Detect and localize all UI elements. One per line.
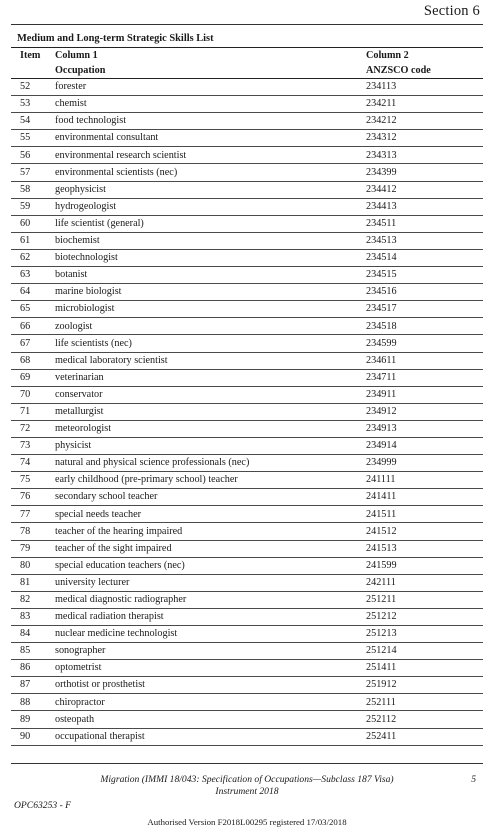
table-row <box>11 404 483 421</box>
row-item-number: 81 <box>20 576 31 588</box>
row-occupation: forester <box>55 81 87 93</box>
row-item-number: 84 <box>20 628 31 640</box>
row-item-number: 69 <box>20 371 31 383</box>
row-anzsco-code: 234516 <box>366 286 397 298</box>
table-row <box>11 96 483 113</box>
row-anzsco-code: 234211 <box>366 98 397 110</box>
table-row <box>11 694 483 711</box>
row-occupation: medical radiation therapist <box>55 611 164 623</box>
row-occupation: natural and physical science professionals (nec) <box>55 457 250 469</box>
row-occupation: medical diagnostic radiographer <box>55 594 187 605</box>
row-occupation: chemist <box>55 98 87 110</box>
table-row <box>11 284 483 301</box>
row-occupation: marine biologist <box>55 286 122 298</box>
row-item-number: 54 <box>20 115 31 127</box>
row-occupation: zoologist <box>55 320 93 332</box>
row-item-number: 63 <box>20 269 31 281</box>
row-occupation: geophysicist <box>55 183 106 195</box>
row-item-number: 83 <box>20 611 31 623</box>
row-occupation: veterinarian <box>55 371 104 383</box>
table-row <box>11 216 483 233</box>
row-occupation: university lecturer <box>55 576 130 588</box>
table-row <box>11 301 483 318</box>
table-row <box>11 609 483 626</box>
table-row <box>11 318 483 335</box>
row-anzsco-code: 234911 <box>366 388 397 400</box>
table-row <box>11 182 483 199</box>
row-anzsco-code: 234999 <box>366 457 397 469</box>
header-column-1: Column 1 <box>55 50 98 61</box>
bottom-rule <box>11 763 483 764</box>
row-item-number: 86 <box>20 662 31 674</box>
header-occupation: Occupation <box>55 65 106 76</box>
table-header-row <box>11 48 483 79</box>
row-item-number: 75 <box>20 474 31 486</box>
row-item-number: 67 <box>20 337 31 349</box>
table-row <box>11 79 483 96</box>
row-item-number: 53 <box>20 98 31 110</box>
table-row <box>11 130 483 147</box>
row-anzsco-code: 234413 <box>366 200 397 212</box>
row-occupation: life scientist (general) <box>55 217 144 229</box>
row-occupation: special needs teacher <box>55 508 141 520</box>
table-row <box>11 677 483 694</box>
row-item-number: 78 <box>20 525 31 537</box>
table-row <box>11 558 483 575</box>
page-number: 5 <box>471 774 476 785</box>
row-occupation: osteopath <box>55 713 95 725</box>
row-occupation: life scientists (nec) <box>55 337 132 349</box>
row-anzsco-code: 234312 <box>366 132 397 144</box>
row-occupation: chiropractor <box>55 696 105 708</box>
row-anzsco-code: 251411 <box>366 662 397 674</box>
row-occupation: botanist <box>55 269 88 281</box>
row-anzsco-code: 234913 <box>366 423 397 435</box>
row-item-number: 71 <box>20 405 31 417</box>
table-row <box>11 626 483 643</box>
row-anzsco-code: 234518 <box>366 320 397 332</box>
row-item-number: 55 <box>20 132 31 144</box>
row-item-number: 57 <box>20 166 31 178</box>
row-anzsco-code: 252411 <box>366 730 397 742</box>
table-row <box>11 250 483 267</box>
row-occupation: environmental scientists (nec) <box>55 166 178 178</box>
row-item-number: 82 <box>20 594 31 605</box>
row-item-number: 68 <box>20 354 31 366</box>
row-item-number: 72 <box>20 423 31 435</box>
row-anzsco-code: 241599 <box>366 559 397 571</box>
row-occupation: occupational therapist <box>55 730 145 742</box>
table-body <box>11 79 483 746</box>
row-anzsco-code: 241511 <box>366 508 397 520</box>
header-item: Item <box>20 50 41 61</box>
authorised-version: Authorised Version F2018L00295 registered 17/03/2018 <box>147 817 347 827</box>
row-item-number: 74 <box>20 457 31 469</box>
row-anzsco-code: 251212 <box>366 611 397 623</box>
header-column-2: Column 2 <box>366 50 409 61</box>
row-anzsco-code: 251213 <box>366 628 397 640</box>
row-item-number: 90 <box>20 730 31 742</box>
table-row <box>11 387 483 404</box>
row-occupation: metallurgist <box>55 405 104 417</box>
row-occupation: food technologist <box>55 115 127 127</box>
table-row <box>11 489 483 506</box>
row-anzsco-code: 234912 <box>366 405 397 417</box>
row-anzsco-code: 251211 <box>366 594 397 605</box>
row-item-number: 56 <box>20 149 31 161</box>
table-row <box>11 353 483 370</box>
table-row <box>11 438 483 455</box>
table-row <box>11 113 483 130</box>
row-occupation: medical laboratory scientist <box>55 354 168 366</box>
table-row <box>11 147 483 164</box>
row-occupation: conservator <box>55 388 103 400</box>
row-item-number: 80 <box>20 559 31 571</box>
table-row <box>11 575 483 592</box>
table-row <box>11 523 483 540</box>
row-anzsco-code: 234711 <box>366 371 397 383</box>
row-item-number: 64 <box>20 286 31 298</box>
table-row <box>11 455 483 472</box>
row-occupation: sonographer <box>55 645 106 657</box>
row-anzsco-code: 234399 <box>366 166 397 178</box>
table-row <box>11 660 483 677</box>
row-anzsco-code: 241513 <box>366 542 397 554</box>
row-item-number: 61 <box>20 235 31 247</box>
row-occupation: microbiologist <box>55 303 115 315</box>
row-item-number: 89 <box>20 713 31 725</box>
row-anzsco-code: 234212 <box>366 115 397 127</box>
row-occupation: nuclear medicine technologist <box>55 628 178 640</box>
row-anzsco-code: 234611 <box>366 354 397 366</box>
footer-instrument-title <box>60 774 434 798</box>
row-anzsco-code: 242111 <box>366 576 396 588</box>
row-occupation: orthotist or prosthetist <box>55 679 145 691</box>
row-anzsco-code: 234412 <box>366 183 397 195</box>
row-item-number: 59 <box>20 200 31 212</box>
table-row <box>11 335 483 352</box>
table-row <box>11 592 483 609</box>
table-row <box>11 711 483 728</box>
row-anzsco-code: 234514 <box>366 252 397 264</box>
row-anzsco-code: 241512 <box>366 525 397 537</box>
row-anzsco-code: 251214 <box>366 645 397 657</box>
row-item-number: 52 <box>20 81 31 93</box>
row-item-number: 85 <box>20 645 31 657</box>
row-occupation: optometrist <box>55 662 102 674</box>
row-anzsco-code: 234517 <box>366 303 397 315</box>
row-anzsco-code: 251912 <box>366 679 397 691</box>
row-anzsco-code: 252111 <box>366 696 396 708</box>
table-row <box>11 199 483 216</box>
row-occupation: meteorologist <box>55 423 112 435</box>
row-item-number: 62 <box>20 252 31 264</box>
row-anzsco-code: 241411 <box>366 491 397 503</box>
table-row <box>11 643 483 660</box>
section-label: Section 6 <box>423 3 480 19</box>
row-item-number: 66 <box>20 320 31 332</box>
row-occupation: teacher of the hearing impaired <box>55 525 183 537</box>
row-occupation: environmental consultant <box>55 132 159 144</box>
footer-instrument-line-1: Migration (IMMI 18/043: Specification of Occupations—Subclass 187 Visa) <box>100 774 394 785</box>
row-anzsco-code: 234113 <box>366 81 397 93</box>
top-rule <box>11 24 483 25</box>
skills-table <box>11 31 483 746</box>
table-row <box>11 164 483 181</box>
row-occupation: hydrogeologist <box>55 200 117 212</box>
row-anzsco-code: 234513 <box>366 235 397 247</box>
table-row <box>11 729 483 746</box>
table-row <box>11 267 483 284</box>
row-occupation: teacher of the sight impaired <box>55 542 172 554</box>
row-item-number: 58 <box>20 183 31 195</box>
row-occupation: environmental research scientist <box>55 149 187 161</box>
row-anzsco-code: 234599 <box>366 337 397 349</box>
table-row <box>11 541 483 558</box>
row-item-number: 70 <box>20 388 31 400</box>
row-item-number: 76 <box>20 491 31 503</box>
row-item-number: 88 <box>20 696 31 708</box>
opc-reference: OPC63253 - F <box>14 800 72 811</box>
row-occupation: early childhood (pre-primary school) teacher <box>55 474 238 486</box>
table-row <box>11 472 483 489</box>
footer-instrument-line-2: Instrument 2018 <box>215 786 279 797</box>
table-title: Medium and Long-term Strategic Skills List <box>11 31 483 48</box>
header-anzsco-code: ANZSCO code <box>366 65 431 76</box>
row-anzsco-code: 241111 <box>366 474 396 486</box>
table-row <box>11 421 483 438</box>
row-item-number: 77 <box>20 508 31 520</box>
row-anzsco-code: 234914 <box>366 440 397 452</box>
row-anzsco-code: 234511 <box>366 217 397 229</box>
row-occupation: biotechnologist <box>55 252 118 264</box>
row-occupation: special education teachers (nec) <box>55 559 185 571</box>
row-item-number: 79 <box>20 542 31 554</box>
row-item-number: 65 <box>20 303 31 315</box>
table-row <box>11 506 483 523</box>
row-occupation: biochemist <box>55 235 100 247</box>
row-anzsco-code: 234515 <box>366 269 397 281</box>
row-item-number: 87 <box>20 679 31 691</box>
row-item-number: 60 <box>20 217 31 229</box>
table-row <box>11 233 483 250</box>
row-occupation: secondary school teacher <box>55 491 158 503</box>
row-anzsco-code: 252112 <box>366 713 397 725</box>
row-anzsco-code: 234313 <box>366 149 397 161</box>
row-occupation: physicist <box>55 440 92 452</box>
table-row <box>11 370 483 387</box>
row-item-number: 73 <box>20 440 31 452</box>
